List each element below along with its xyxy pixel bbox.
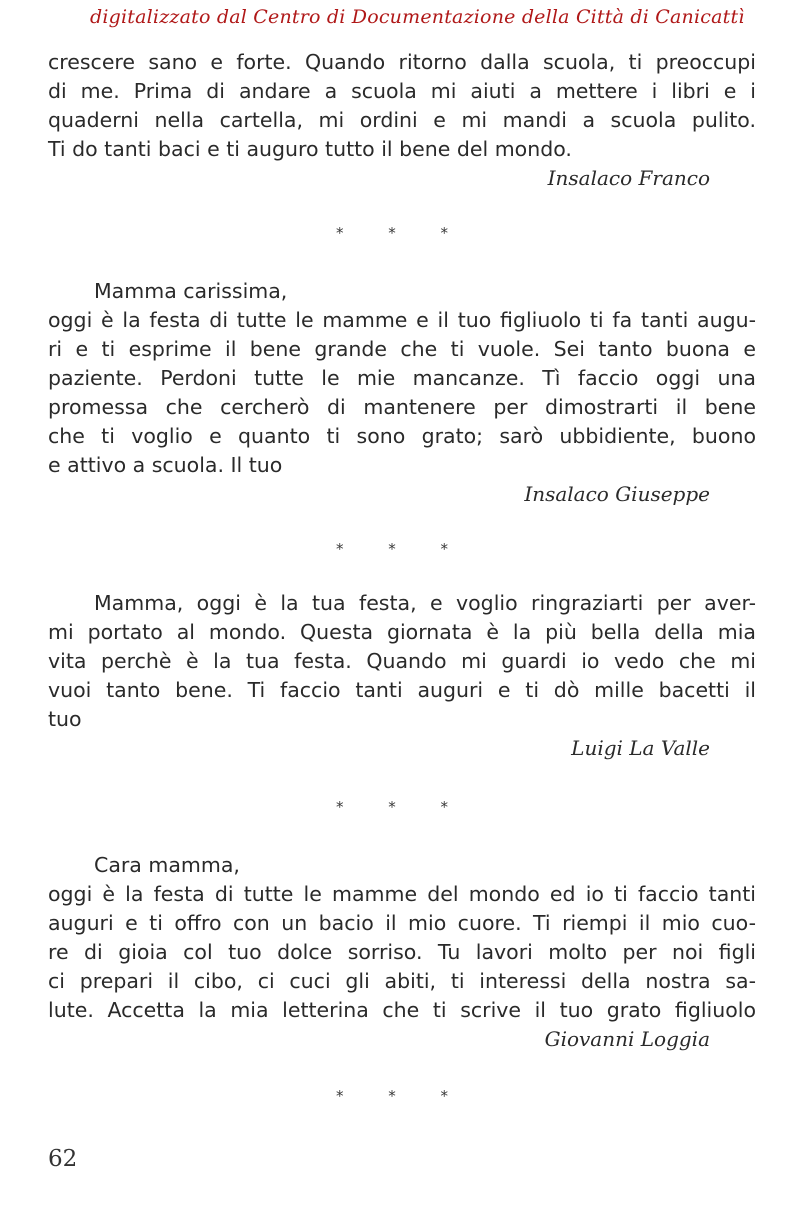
- text-line: tuo: [48, 707, 82, 731]
- letter-2: [48, 277, 756, 509]
- text-line: lute. Accetta la mia letterina che ti scrive il tuo grato figliuolo: [48, 998, 756, 1022]
- text-line: di me. Prima di andare a scuola mi aiuti a mettere i libri e i: [48, 79, 756, 103]
- letter-4: [48, 851, 756, 1054]
- text-line: promessa che cercherò di mantenere per dimostrarti il bene: [48, 395, 756, 419]
- letter-signature: Insalaco Giuseppe: [524, 482, 710, 506]
- text-line: Ti do tanti baci e ti auguro tutto il bene del mondo.: [48, 137, 572, 161]
- text-line: oggi è la festa di tutte le mamme e il tuo figliuolo ti fa tanti augu-: [48, 308, 756, 332]
- text-line: ci prepari il cibo, ci cuci gli abiti, ti interessi della nostra sa-: [48, 969, 756, 993]
- letter-greeting: Mamma carissima,: [94, 279, 288, 303]
- text-line: ri e ti esprime il bene grande che ti vuole. Sei tanto buona e: [48, 337, 756, 361]
- section-separator: * * *: [335, 224, 469, 242]
- text-line: che ti voglio e quanto ti sono grato; sarò ubbidiente, buono: [48, 424, 756, 448]
- section-separator: * * *: [335, 1087, 469, 1105]
- text-line: e attivo a scuola. Il tuo: [48, 453, 283, 477]
- text-line: auguri e ti offro con un bacio il mio cuore. Ti riempi il mio cuo-: [48, 911, 756, 935]
- letter-signature: Giovanni Loggia: [544, 1027, 710, 1051]
- text-line: Mamma, oggi è la tua festa, e voglio ringraziarti per aver-: [94, 591, 756, 615]
- text-line: crescere sano e forte. Quando ritorno dalla scuola, ti preoccupi: [48, 50, 756, 74]
- letter-3: [48, 589, 756, 763]
- letter-1: [48, 48, 756, 193]
- page-body: [48, 48, 756, 1106]
- text-line: oggi è la festa di tutte le mamme del mondo ed io ti faccio tanti: [48, 882, 756, 906]
- text-line: vuoi tanto bene. Ti faccio tanti auguri e ti dò mille bacetti il: [48, 678, 756, 702]
- digitization-watermark: digitalizzato dal Centro di Documentazione della Città di Canicattì: [90, 6, 745, 28]
- section-separator: * * *: [335, 798, 469, 816]
- letter-signature: Luigi La Valle: [571, 736, 710, 760]
- section-separator: * * *: [335, 540, 469, 558]
- text-line: quaderni nella cartella, mi ordini e mi mandi a scuola pulito.: [48, 108, 756, 132]
- letter-greeting: Cara mamma,: [94, 853, 240, 877]
- text-line: vita perchè è la tua festa. Quando mi guardi io vedo che mi: [48, 649, 756, 673]
- text-line: mi portato al mondo. Questa giornata è la più bella della mia: [48, 620, 756, 644]
- text-line: re di gioia col tuo dolce sorriso. Tu lavori molto per noi figli: [48, 940, 756, 964]
- text-line: paziente. Perdoni tutte le mie mancanze. Tì faccio oggi una: [48, 366, 756, 390]
- letter-signature: Insalaco Franco: [547, 166, 710, 190]
- page-number: 62: [48, 1146, 78, 1172]
